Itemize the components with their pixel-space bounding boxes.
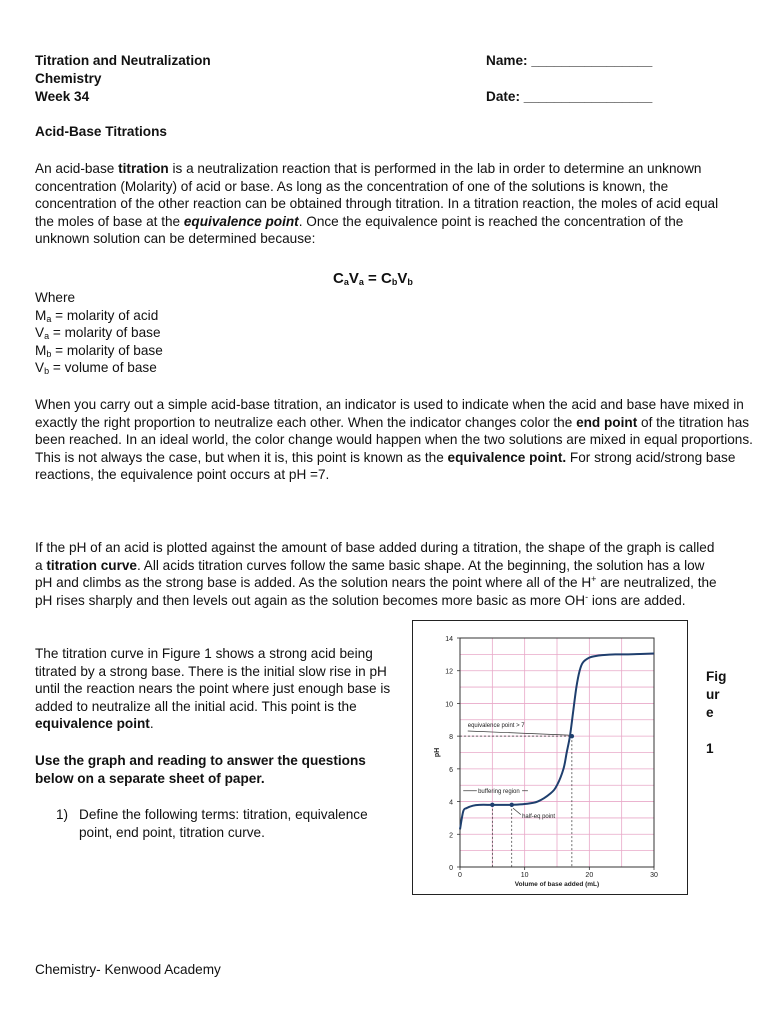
formula: $C_aV_a = C_bV_b$ [333,270,413,287]
definitions-list [35,289,163,377]
intro-text: . Once the equivalence point is reached the concentration of the unknown solution can be determined because: [35,213,684,246]
y-tick-label: 0 [449,865,453,872]
intro-text: An acid-base [35,161,119,176]
term-equivalence-point: equivalence point. [447,449,567,465]
annotation-arrow [468,731,569,735]
question-number: 1) [56,807,69,822]
doc-title: Titration and Neutralization [35,53,211,68]
where-label: Where [35,290,76,305]
instruction-text: Use the graph and reading to answer the questions below on a separate sheet of paper. [35,753,366,786]
figure-description-paragraph: The titration curve in Figure 1 shows a strong acid being titrated by a strong base. There is the initial slow rise in pH until the reaction nears the point where just enough base is added to neutralize all the initial acid. This point is the equivalence point. [35,646,391,731]
figure-1 [412,620,688,895]
intro-text: is a neutralization reaction that is performed in the lab in order to determine an unknown concentration (Molarity) of acid or base. As long as the concentration of one of the solutions is known, the concentration of the other reaction can be obtained through titration. In a titration reaction, the moles of acid equal the moles of base at the [35,161,719,229]
section-title: Acid-Base Titrations [35,124,167,139]
x-tick-label: 0 [458,872,462,879]
y-tick-label: 2 [449,832,453,840]
x-axis-label: Volume of base added (mL) [514,881,600,888]
figure-label: Fig ur e 1 [706,669,727,756]
name-field: Name: ________________ [486,53,653,68]
term-equivalence-point: equivalence point [183,213,299,229]
footer-text: Chemistry- Kenwood Academy [35,962,221,977]
y-tick-label: 8 [449,734,453,742]
document-header [35,52,211,106]
definition-item: $M_b$ = molarity of base [35,342,163,359]
curve-point [570,734,574,738]
equivalence-annotation: equivalence point > 7 [467,722,525,729]
x-tick-label: 30 [650,872,658,879]
definition-item: $M_a$ = molarity of acid [35,307,159,324]
end-point-paragraph: When you carry out a simple acid-base titration, an indicator is used to indicate when the acid and base have mixed in exactly the right proportion to neutralize each other. When the indicator changes color the end point of the titration has been reached. In an ideal world, the color change would happen when the two solutions are mixed in equal proportions. This is not always the case, but when it is, this point is known as the equivalence point. For strong acid/strong base reactions, the equivalence point occurs at pH =7. [35,397,753,482]
y-tick-label: 10 [445,701,453,709]
term-equivalence-point: equivalence point [35,716,150,731]
doc-week: Week 34 [35,89,90,104]
y-tick-label: 4 [449,799,453,807]
y-axis-label: pH [434,747,441,758]
curve-point [490,803,494,807]
definition-item: $V_a$ = molarity of base [35,325,161,341]
x-tick-label: 20 [585,872,594,879]
buffering-annotation: buffering region [478,788,520,795]
term-end-point: end point [576,414,638,430]
doc-subject: Chemistry [35,71,102,86]
question-1: Define the following terms: titration, equivalence point, end point, titration curve. [79,807,368,840]
titration-curve-paragraph: If the pH of an acid is plotted against the amount of base added during a titration, the shape of the graph is called a titration curve. All acids titration curves follow the same basic shape. At the beginning, the solution has a low pH and climbs as the strong base is added. As the solution nears the point where all of the H+ are neutralized, the pH rises sharply and then levels out again as the solution becomes more basic as more OH- ions are added. [35,540,717,608]
x-tick-label: 10 [520,872,529,879]
y-tick-label: 6 [449,766,453,774]
titration-chart [413,621,687,894]
term-titration: titration [118,161,169,176]
half-eq-annotation: half-eq point [522,813,556,820]
annotation-arrow [513,808,521,815]
y-tick-label: 12 [445,668,453,676]
curve-point [510,803,514,807]
intro-paragraph [35,160,735,248]
date-field: Date: _________________ [486,89,653,104]
y-tick-label: 14 [445,636,453,643]
term-titration-curve: titration curve [46,557,137,573]
definition-item: $V_b$ = volume of base [35,360,157,376]
